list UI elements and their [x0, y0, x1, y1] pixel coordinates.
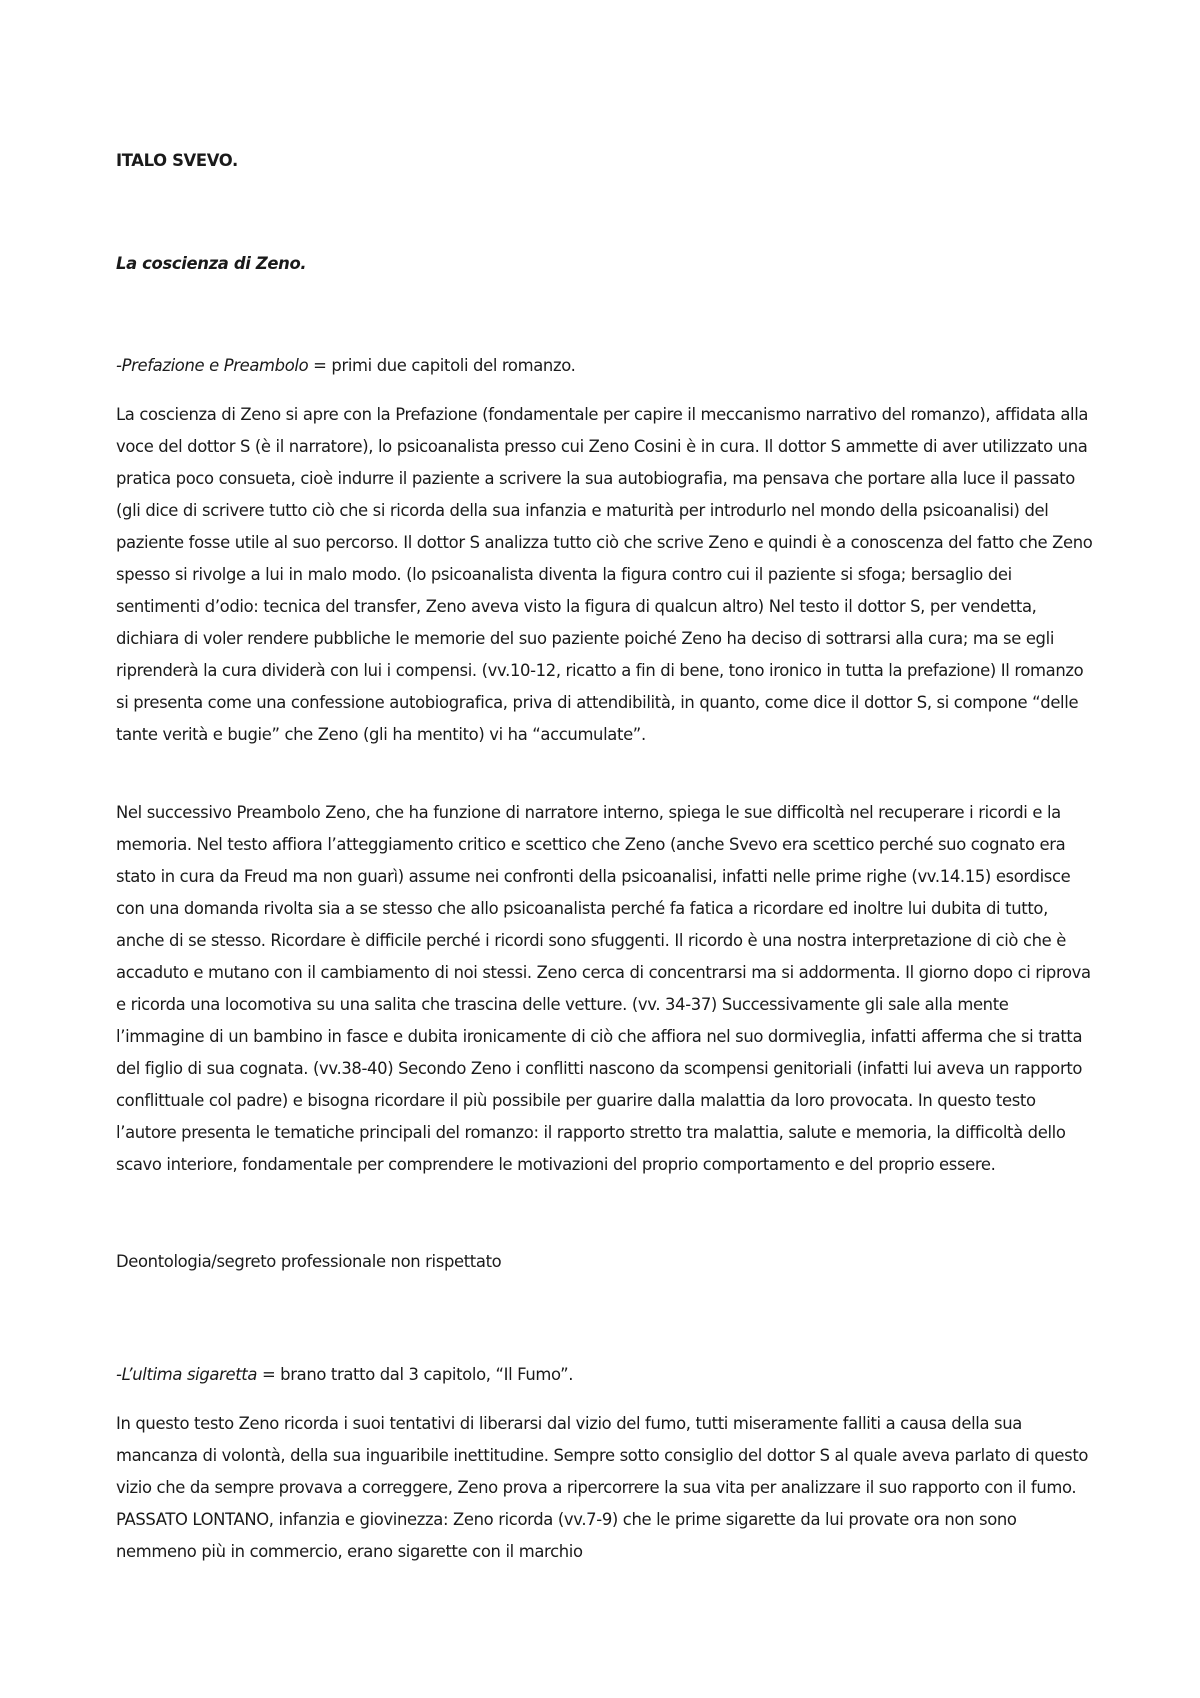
section-heading-text: = primi due capitoli del romanzo.	[308, 356, 576, 375]
work-title: La coscienza di Zeno.	[116, 254, 307, 273]
paragraph-deontologia: Deontologia/segreto professionale non rispettato	[116, 1252, 502, 1271]
paragraph-fumo: In questo testo Zeno ricorda i suoi tentativi di liberarsi dal vizio del fumo, tutti miseramente falliti a causa della sua mancanza di volontà, della sua inguaribile inettitudine. Sempre sotto consiglio del dottor S al quale aveva parlato di questo vizio che da sempre provava a correggere, Zeno prova a ripercorrere la sua vita per analizzare il suo rapporto con il fumo. PASSATO LONTANO, infanzia e giovinezza: Zeno ricorda (vv.7-9) che le prime sigarette da lui provate ora non sono nemmeno più in commercio, erano sigarette con il marchio	[116, 1414, 1089, 1561]
section-heading-italic: -L’ultima sigaretta	[116, 1365, 258, 1384]
paragraph-preambolo: Nel successivo Preambolo Zeno, che ha funzione di narratore interno, spiega le sue difficoltà nel recuperare i ricordi e la memoria. Nel testo affiora l’atteggiamento critico e scettico che Zeno (anche Svevo era scettico perché suo cognato era stato in cura da Freud ma non guarì) assume nei confronti della psicoanalisi, infatti nelle prime righe (vv.14.15) esordisce con una domanda rivolta sia a se stesso che allo psicoanalista perché fa fatica a ricordare ed inoltre lui dubita di tutto, anche di se stesso. Ricordare è difficile perché i ricordi sono sfuggenti. Il ricordo è una nostra interpretazione di ciò che è accaduto e mutano con il cambiamento di noi stessi. Zeno cerca di concentrarsi ma si addormenta. Il giorno dopo ci riprova e ricorda una locomotiva su una salita che trascina delle vetture. (vv. 34-37) Successivamente gli sale alla mente l’immagine di un bambino in fasce e dubita ironicamente di ciò che affiora nel suo dormiveglia, infatti afferma che si tratta del figlio di sua cognata. (vv.38-40) Secondo Zeno i conflitti nascono da scompensi genitoriali (infatti lui aveva un rapporto conflittuale col padre) e bisogna ricordare il più possibile per guarire dalla malattia da loro provocata. In questo testo l’autore presenta le tematiche principali del romanzo: il rapporto stretto tra malattia, salute e memoria, la difficoltà dello scavo interiore, fondamentale per comprendere le motivazioni del proprio comportamento e del proprio essere.	[116, 803, 1091, 1174]
section-heading-text: = brano tratto dal 3 capitolo, “Il Fumo”.	[257, 1365, 574, 1384]
section-heading-italic: -Prefazione e Preambolo	[116, 356, 309, 375]
section-heading-ultima-sigaretta	[116, 1359, 1096, 1391]
paragraph-prefazione: La coscienza di Zeno si apre con la Prefazione (fondamentale per capire il meccanismo narrativo del romanzo), affidata alla voce del dottor S (è il narratore), lo psicoanalista presso cui Zeno Cosini è in cura. Il dottor S ammette di aver utilizzato una pratica poco consueta, cioè indurre il paziente a scrivere la sua autobiografia, ma pensava che portare alla luce il passato (gli dice di scrivere tutto ciò che si ricorda della sua infanzia e maturità per introdurlo nel mondo della psicoanalisi) del paziente fosse utile al suo percorso. Il dottor S analizza tutto ciò che scrive Zeno e quindi è a conoscenza del fatto che Zeno spesso si rivolge a lui in malo modo. (lo psicoanalista diventa la figura contro cui il paziente si sfoga; bersaglio dei sentimenti d’odio: tecnica del transfer, Zeno aveva visto la figura di qualcun altro) Nel testo il dottor S, per vendetta, dichiara di voler rendere pubbliche le memorie del suo paziente poiché Zeno ha deciso di sottrarsi alla cura; ma se egli riprenderà la cura dividerà con lui i compensi. (vv.10-12, ricatto a fin di bene, tono ironico in tutta la prefazione) Il romanzo si presenta come una confessione autobiografica, priva di attendibilità, in quanto, come dice il dottor S, si compone “delle tante verità e bugie” che Zeno (gli ha mentito) vi ha “accumulate”.	[116, 405, 1093, 744]
document-title: ITALO SVEVO.	[116, 151, 238, 170]
section-heading-prefazione	[116, 350, 1096, 382]
